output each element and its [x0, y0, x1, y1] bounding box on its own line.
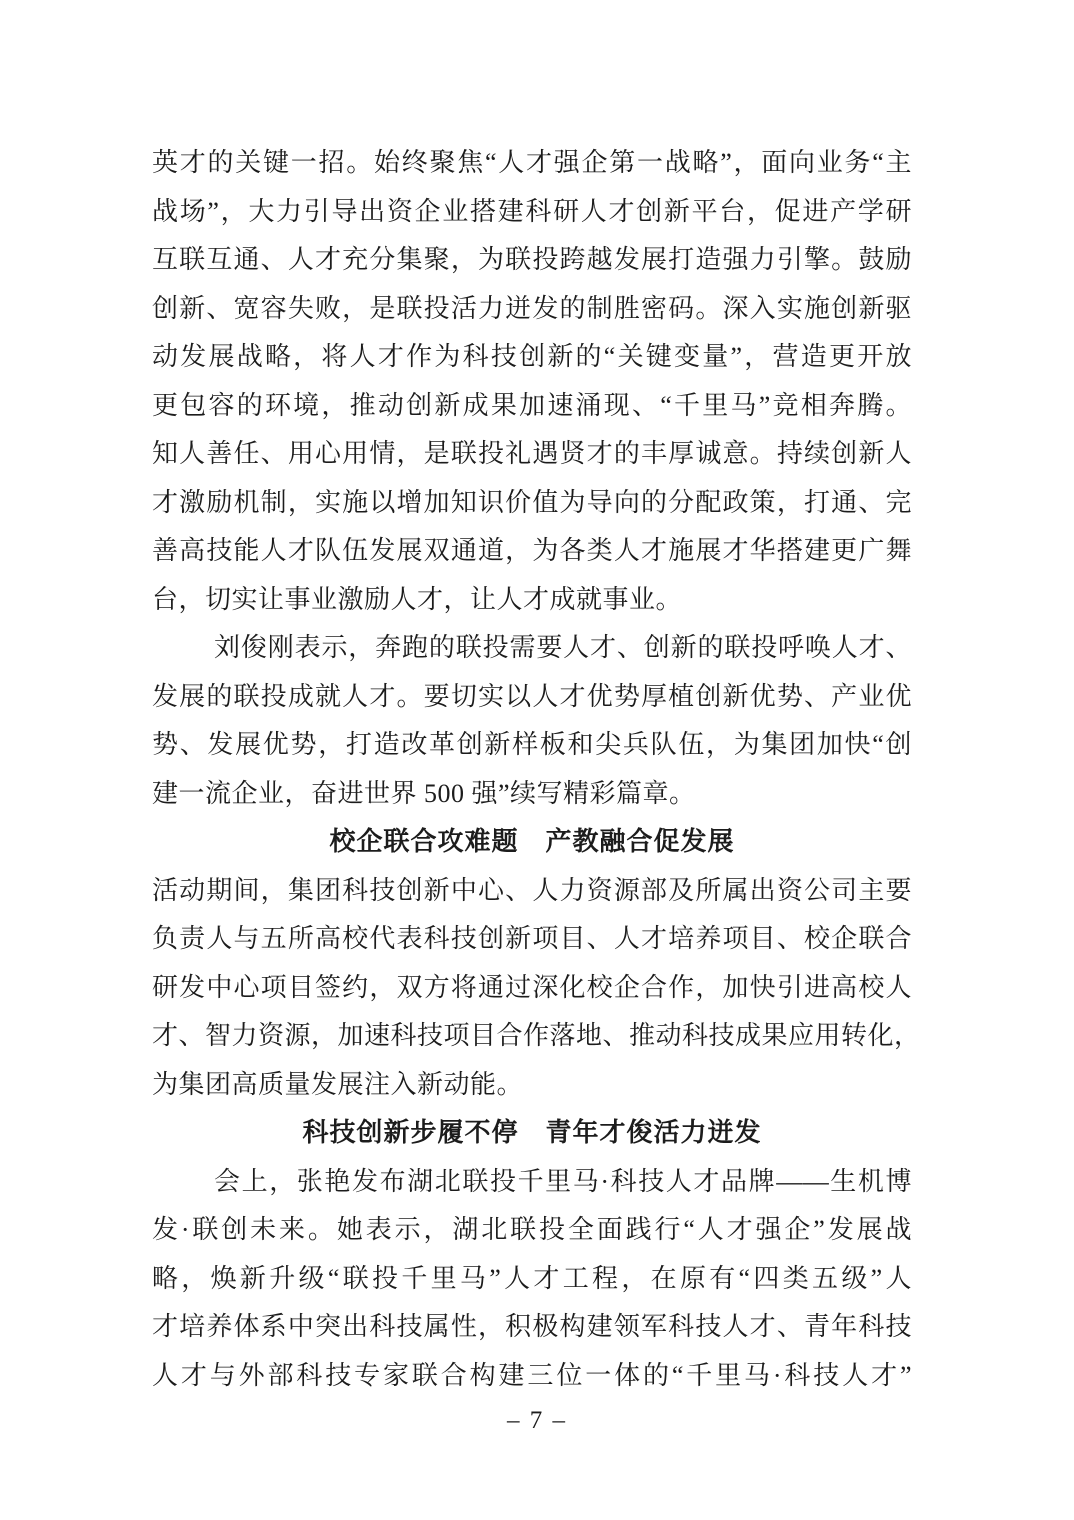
text-line: 为集团高质量发展注入新动能。: [152, 1069, 524, 1099]
text-line: 台，切实让事业激励人才，让人才成就事业。: [152, 584, 683, 614]
text-line: 势、发展优势，打造改革创新样板和尖兵队伍，为集团加快“创: [152, 730, 912, 759]
text-line: 知人善任、用心用情，是联投礼遇贤才的丰厚诚意。持续创新人: [152, 439, 912, 468]
text-line: 负责人与五所高校代表科技创新项目、人才培养项目、校企联合: [152, 924, 912, 953]
text-line: 研发中心项目签约，双方将通过深化校企合作，加快引进高校人: [152, 972, 912, 1002]
page-number: – 7 –: [507, 1407, 567, 1434]
text-line: 会上，张艳发布湖北联投千里马·科技人才品牌——生机博: [214, 1166, 912, 1196]
text-line: 英才的关键一招。始终聚焦“人才强企第一战略”，面向业务“主: [152, 148, 912, 177]
text-line: 建一流企业，奋进世界 500 强”续写精彩篇章。: [152, 778, 696, 808]
text-line: 才、智力资源，加速科技项目合作落地、推动科技成果应用转化，: [152, 1021, 921, 1050]
text-line: 善高技能人才队伍发展双通道，为各类人才施展才华搭建更广舞: [152, 536, 912, 565]
text-line: 互联互通、人才充分集聚，为联投跨越发展打造强力引擎。鼓励: [152, 245, 912, 274]
text-line: 发展的联投成就人才。要切实以人才优势厚植创新优势、产业优: [152, 681, 912, 711]
section-heading: 科技创新步履不停 青年才俊活力迸发: [302, 1118, 762, 1147]
document-body: [152, 139, 921, 1400]
text-line: 更包容的环境，推动创新成果加速涌现、“千里马”竞相奔腾。: [152, 390, 912, 420]
text-line: 才激励机制，实施以增加知识价值为导向的分配政策，打通、完: [152, 487, 912, 517]
section-heading: 校企联合攻难题 产教融合促发展: [329, 827, 735, 856]
text-line: 略，焕新升级“联投千里马”人才工程，在原有“四类五级”人: [152, 1263, 912, 1293]
text-line: 发·联创未来。她表示，湖北联投全面践行“人才强企”发展战: [152, 1215, 912, 1244]
text-line: 人才与外部科技专家联合构建三位一体的“千里马·科技人才”: [152, 1360, 912, 1390]
text-line: 战场”，大力引导出资企业搭建科研人才创新平台，促进产学研: [152, 196, 912, 226]
text-line: 创新、宽容失败，是联投活力迸发的制胜密码。深入实施创新驱: [152, 293, 912, 323]
text-line: 活动期间，集团科技创新中心、人力资源部及所属出资公司主要: [152, 875, 912, 905]
text-line: 动发展战略，将人才作为科技创新的“关键变量”，营造更开放: [152, 342, 912, 371]
text-line: 才培养体系中突出科技属性，积极构建领军科技人才、青年科技: [152, 1312, 912, 1341]
text-line: 刘俊刚表示，奔跑的联投需要人才、创新的联投呼唤人才、: [214, 633, 912, 662]
